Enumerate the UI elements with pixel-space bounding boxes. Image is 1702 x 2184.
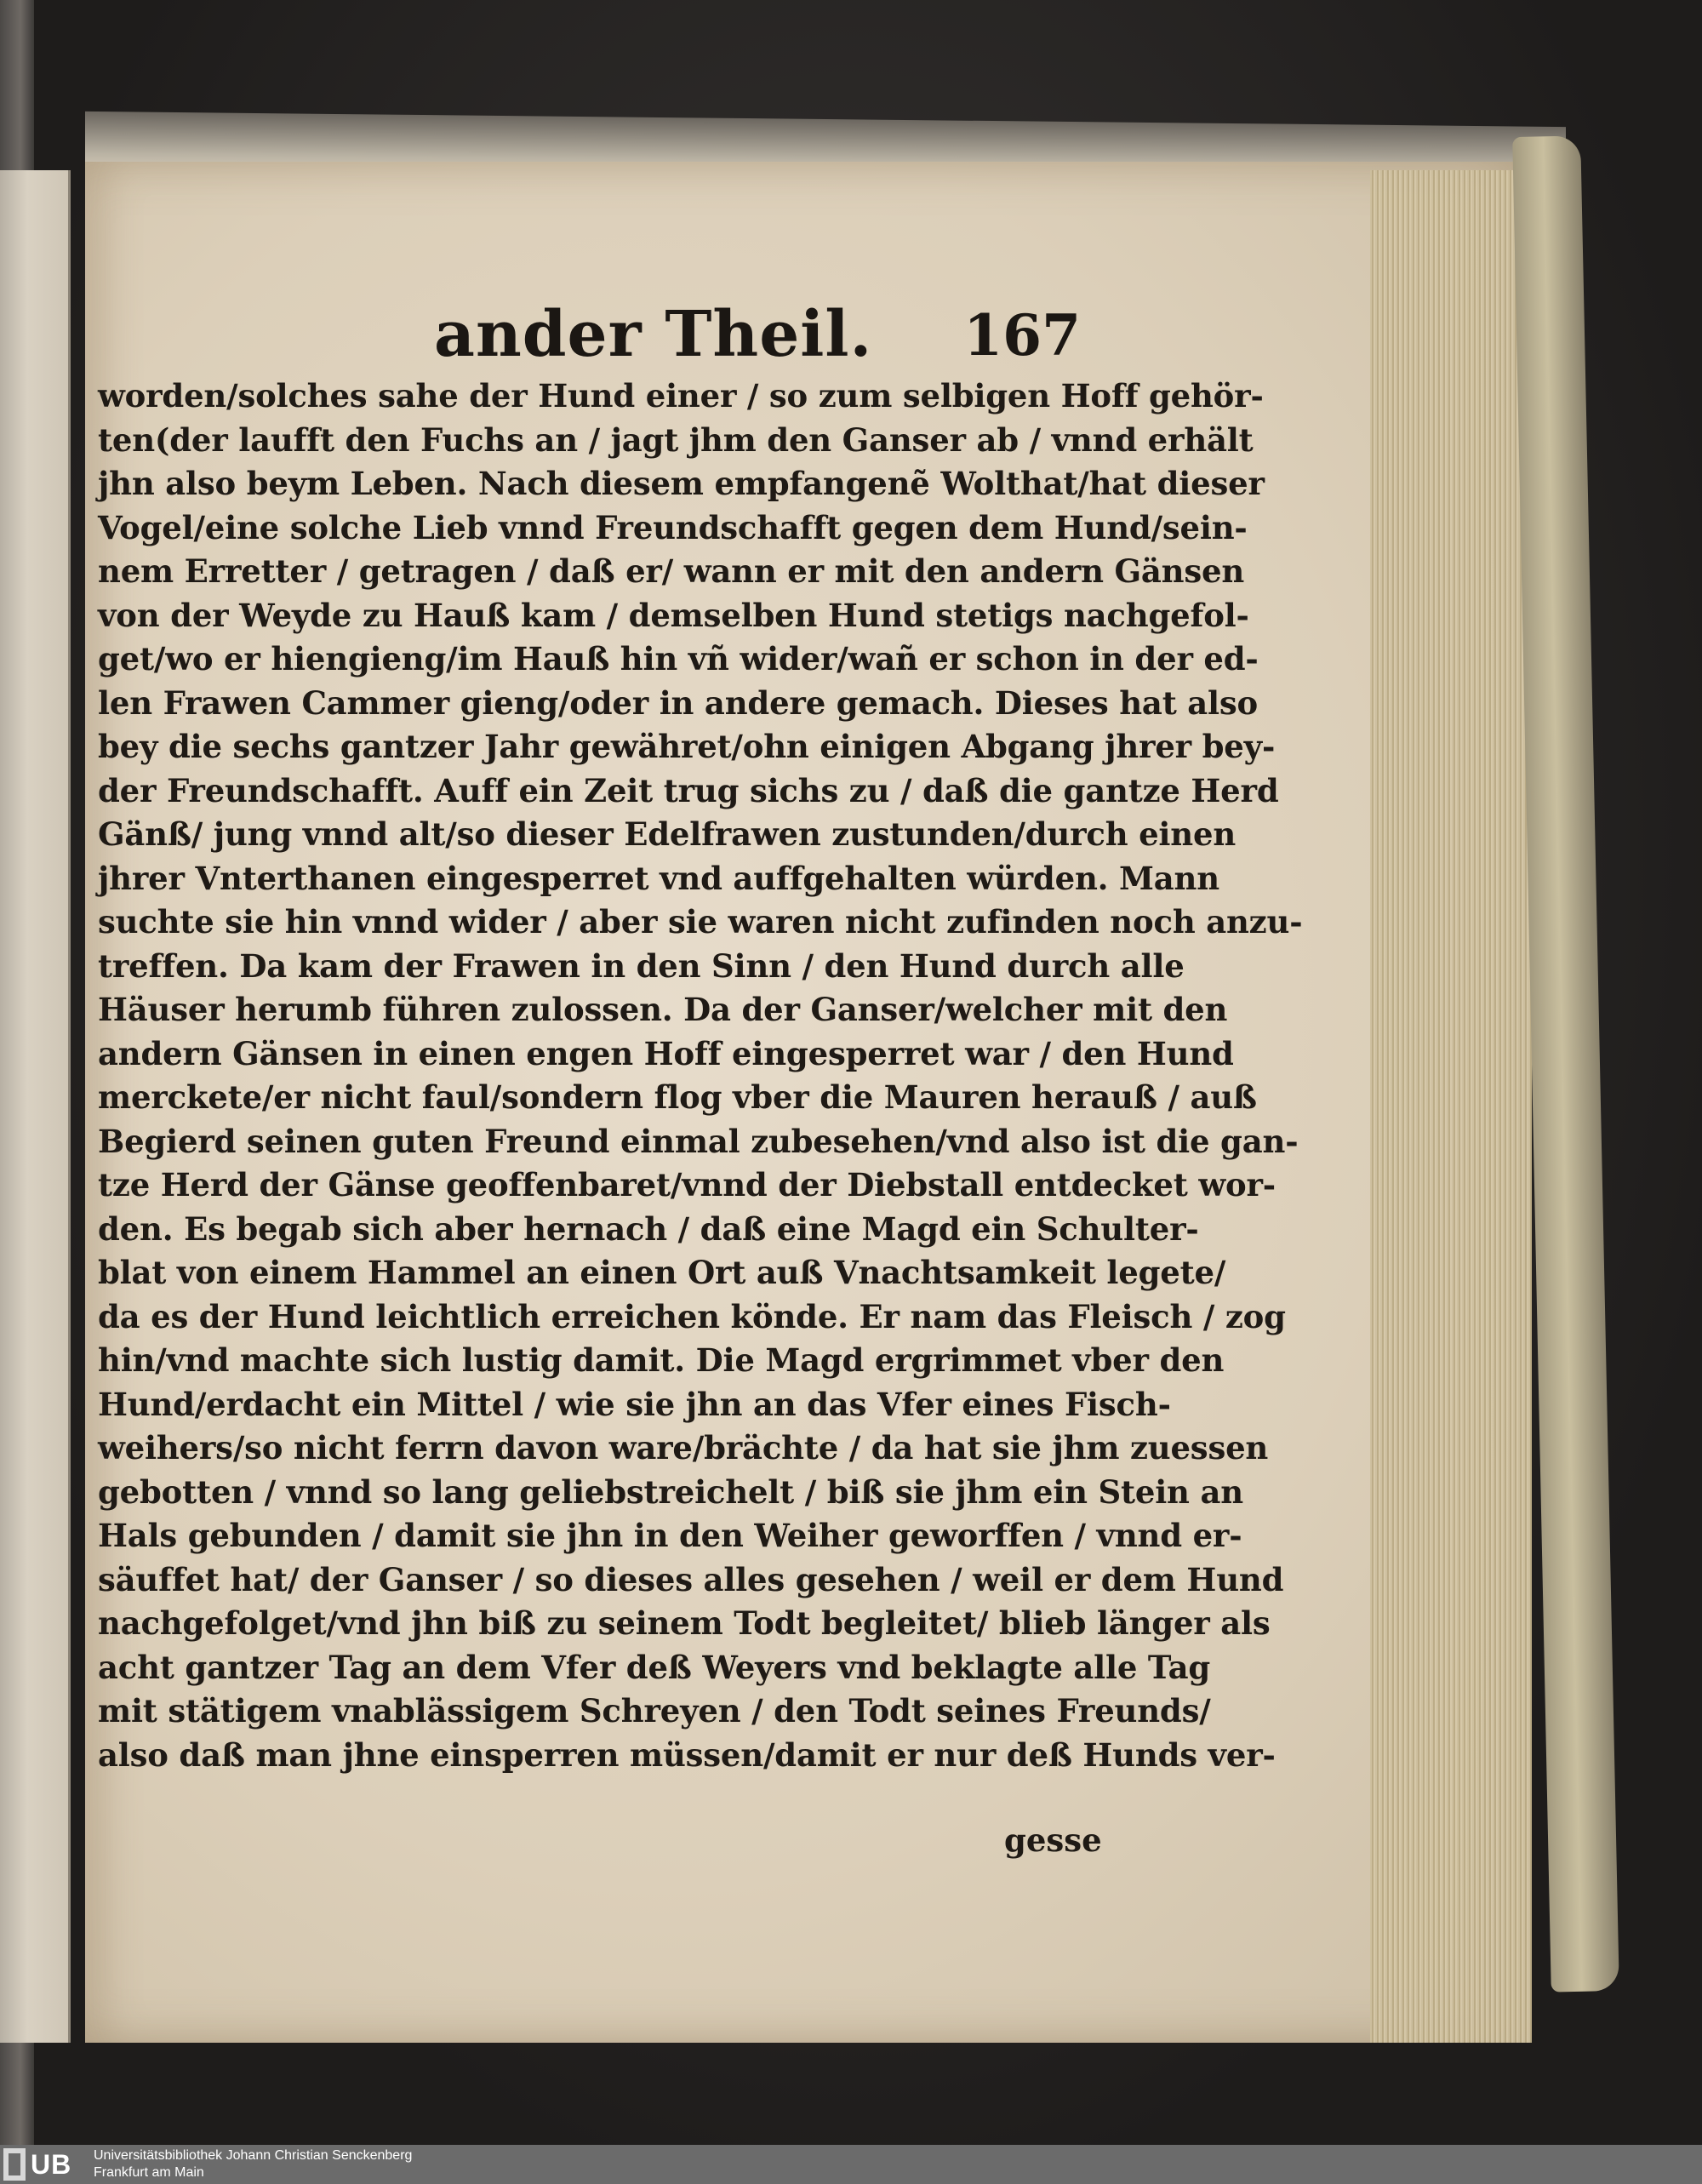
text-line: Vogel/eine solche Lieb vnnd Freundschafft gegen dem Hund/sein- bbox=[98, 508, 1248, 546]
text-line: da es der Hund leichtlich erreichen könde. Er nam das Fleisch / zog bbox=[98, 1297, 1286, 1335]
text-line: nachgefolget/vnd jhn biß zu seinem Todt begleitet/ blieb länger als bbox=[98, 1604, 1271, 1642]
text-line: Gänß/ jung vnnd alt/so dieser Edelfrawen zustunden/durch einen bbox=[98, 815, 1237, 853]
text-line: den. Es begab sich aber hernach / daß eine Magd ein Schulter- bbox=[98, 1209, 1199, 1248]
footer-credit bbox=[94, 2147, 412, 2181]
text-line: ten(der laufft den Fuchs an / jagt jhm den Ganser ab / vnnd erhält bbox=[98, 420, 1254, 459]
text-line: suchte sie hin vnnd wider / aber sie waren nicht zufinden noch anzu- bbox=[98, 903, 1303, 940]
text-line: gebotten / vnnd so lang geliebstreichelt / biß sie jhm ein Stein an bbox=[98, 1472, 1243, 1511]
ub-logo-text: UB bbox=[31, 2148, 72, 2180]
text-line: Hund/erdacht ein Mittel / wie sie jhn an das Vfer eines Fisch- bbox=[98, 1385, 1171, 1423]
text-line: säuffet hat/ der Ganser / so dieses alles gesehen / weil er dem Hund bbox=[98, 1560, 1284, 1598]
text-line: worden/solches sahe der Hund einer / so zum selbigen Hoff gehör- bbox=[98, 377, 1264, 415]
text-line: bey die sechs gantzer Jahr gewähret/ohn einigen Abgang jhrer bey- bbox=[98, 728, 1276, 765]
text-line: der Freundschafft. Auff ein Zeit trug sichs zu / daß die gantze Herd bbox=[98, 771, 1279, 809]
footer-bar bbox=[0, 2145, 1702, 2184]
running-head bbox=[434, 298, 1081, 374]
facing-page-edge bbox=[0, 170, 71, 2043]
text-line: Häuser herumb führen zulossen. Da der Ganser/welcher mit den bbox=[98, 991, 1228, 1028]
text-line: get/wo er hiengieng/im Hauß hin vñ wider/wañ er schon in der ed- bbox=[98, 640, 1259, 677]
text-line: weihers/so nicht ferrn davon ware/brächte / da hat sie jhm zuessen bbox=[98, 1429, 1269, 1466]
text-line: merckete/er nicht faul/sondern flog vber die Mauren herauß / auß bbox=[98, 1078, 1257, 1116]
page-number: 167 bbox=[963, 302, 1081, 369]
ub-logo-icon bbox=[3, 2148, 26, 2181]
text-line: nem Erretter / getragen / daß er/ wann er mit den andern Gänsen bbox=[98, 552, 1245, 590]
text-line: treffen. Da kam der Frawen in den Sinn / den Hund durch alle bbox=[98, 946, 1185, 985]
text-line: von der Weyde zu Hauß kam / demselben Hund stetigs nachgefol- bbox=[98, 596, 1249, 634]
text-line: len Frawen Cammer gieng/oder in andere gemach. Dieses hat also bbox=[98, 683, 1259, 722]
footer-city: Frankfurt am Main bbox=[94, 2165, 204, 2180]
text-line: andern Gänsen in einen engen Hoff eingesperret war / den Hund bbox=[98, 1034, 1234, 1072]
text-line: tze Herd der Gänse geoffenbaret/vnnd der Diebstall entdecket wor- bbox=[98, 1166, 1276, 1203]
footer-institution: Universitätsbibliothek Johann Christian Senckenberg bbox=[94, 2148, 413, 2163]
text-line: mit stätigem vnablässigem Schreyen / den Todt seines Freunds/ bbox=[98, 1692, 1211, 1729]
text-line: blat von einem Hammel an einen Ort auß Vnachtsamkeit legete/ bbox=[98, 1254, 1226, 1291]
body-text bbox=[98, 374, 1303, 1777]
running-title: ander Theil. bbox=[434, 298, 873, 371]
ub-logo bbox=[3, 2148, 87, 2181]
text-line: Hals gebunden / damit sie jhn in den Weiher geworffen / vnnd er- bbox=[98, 1517, 1242, 1554]
text-line: also daß man jhne einsperren müssen/damit er nur deß Hunds ver- bbox=[98, 1735, 1276, 1774]
page-fore-edge bbox=[1370, 170, 1532, 2043]
text-line: jhn also beym Leben. Nach diesem empfangenẽ Wolthat/hat dieser bbox=[98, 465, 1265, 502]
catchword: gesse bbox=[1004, 1821, 1102, 1859]
text-line: hin/vnd machte sich lustig damit. Die Magd ergrimmet vber den bbox=[98, 1341, 1225, 1379]
text-line: jhrer Vnterthanen eingesperret vnd auffgehalten würden. Mann bbox=[98, 859, 1219, 897]
text-line: Begierd seinen guten Freund einmal zubesehen/vnd also ist die gan- bbox=[98, 1122, 1299, 1160]
text-line: acht gantzer Tag an dem Vfer deß Weyers vnd beklagte alle Tag bbox=[98, 1648, 1211, 1686]
